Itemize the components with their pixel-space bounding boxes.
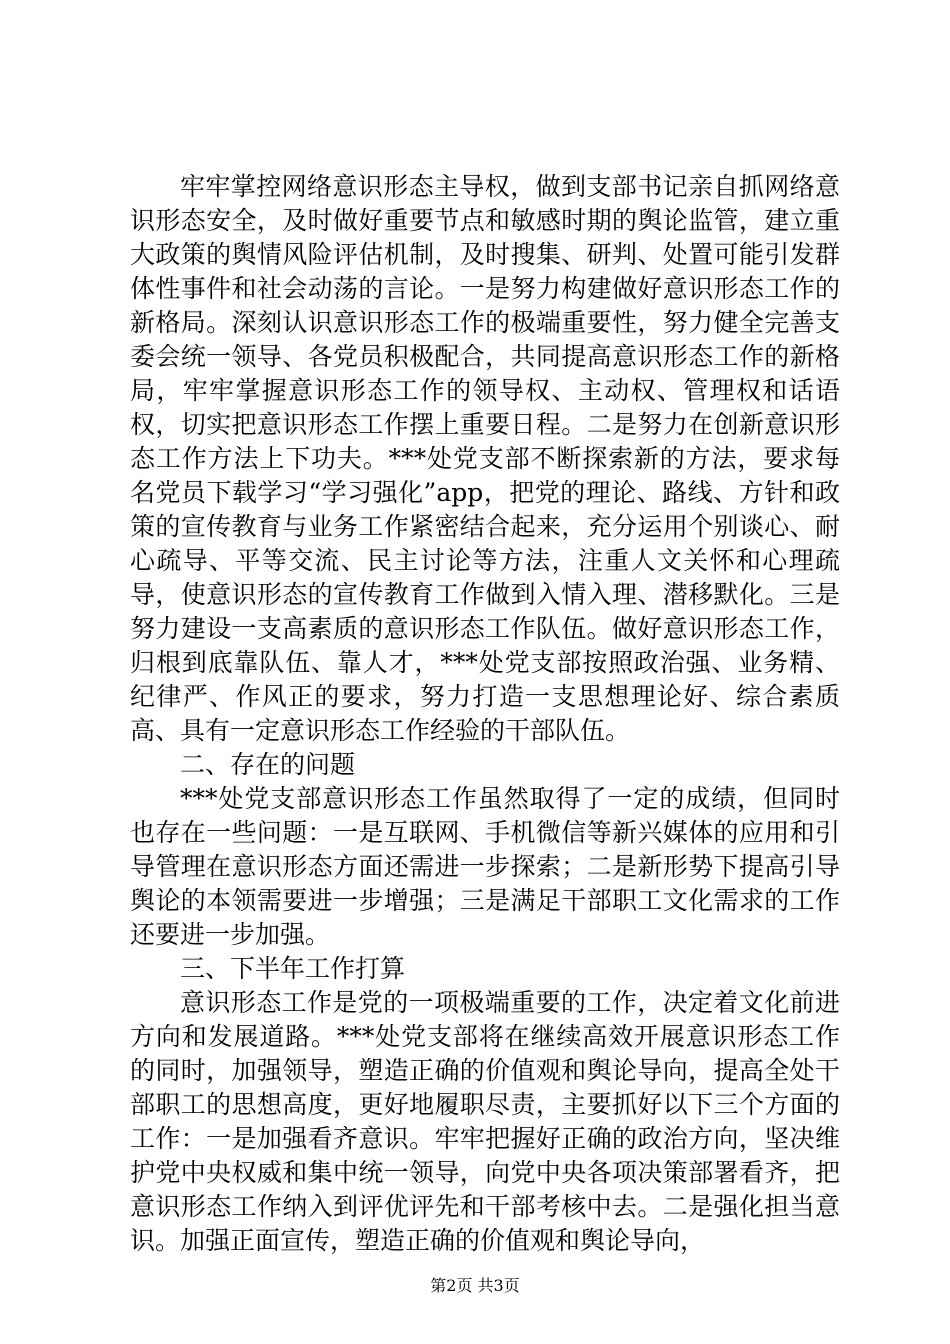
section-heading-plans: 三、下半年工作打算 (180, 954, 406, 983)
body-paragraph-3: 意识形态工作是党的一项极端重要的工作，决定着文化前进方向和发展道路。***处党支部将在继续高效开展意识形态工作的同时，加强领导，塑造正确的价值观和舆论导向，提高全处干部职工的思想高度，更好地履职尽责，主要抓好以下三个方面的工作：一是加强看齐意识。牢牢把握好正确的政治方向，坚决维护党中央权威和集中统一领导，向党中央各项决策部署看齐，把意识形态工作纳入到评优评先和干部考核中去。二是强化担当意识。加强正面宣传，塑造正确的价值观和舆论导向， (130, 988, 840, 1255)
section-heading-problems: 二、存在的问题 (180, 750, 356, 779)
document-body (130, 170, 840, 1258)
body-paragraph-1: 牢牢掌控网络意识形态主导权，做到支部书记亲自抓网络意识形态安全，及时做好重要节点和敏感时期的舆论监管，建立重大政策的舆情风险评估机制，及时搜集、研判、处置可能引发群体性事件和社会动荡的言论。一是努力构建做好意识形态工作的新格局。深刻认识意识形态工作的极端重要性，努力健全完善支委会统一领导、各党员积极配合，共同提高意识形态工作的新格局，牢牢掌握意识形态工作的领导权、主动权、管理权和话语权，切实把意识形态工作摆上重要日程。二是努力在创新意识形态工作方法上下功夫。***处党支部不断探索新的方法，要求每名党员下载学习“学习强化”app，把党的理论、路线、方针和政策的宣传教育与业务工作紧密结合起来，充分运用个别谈心、耐心疏导、平等交流、民主讨论等方法，注重人文关怀和心理疏导，使意识形态的宣传教育工作做到入情入理、潜移默化。三是努力建设一支高素质的意识形态工作队伍。做好意识形态工作，归根到底靠队伍、靠人才，***处党支部按照政治强、业务精、纪律严、作风正的要求，努力打造一支思想理论好、综合素质高、具有一定意识形态工作经验的干部队伍。 (130, 172, 840, 745)
page-footer: 第2页 共3页 (430, 1276, 520, 1295)
body-paragraph-2: ***处党支部意识形态工作虽然取得了一定的成绩，但同时也存在一些问题：一是互联网、手机微信等新兴媒体的应用和引导管理在意识形态方面还需进一步探索；二是新形势下提高引导舆论的本领需要进一步增强；三是满足干部职工文化需求的工作还要进一步加强。 (130, 784, 840, 949)
